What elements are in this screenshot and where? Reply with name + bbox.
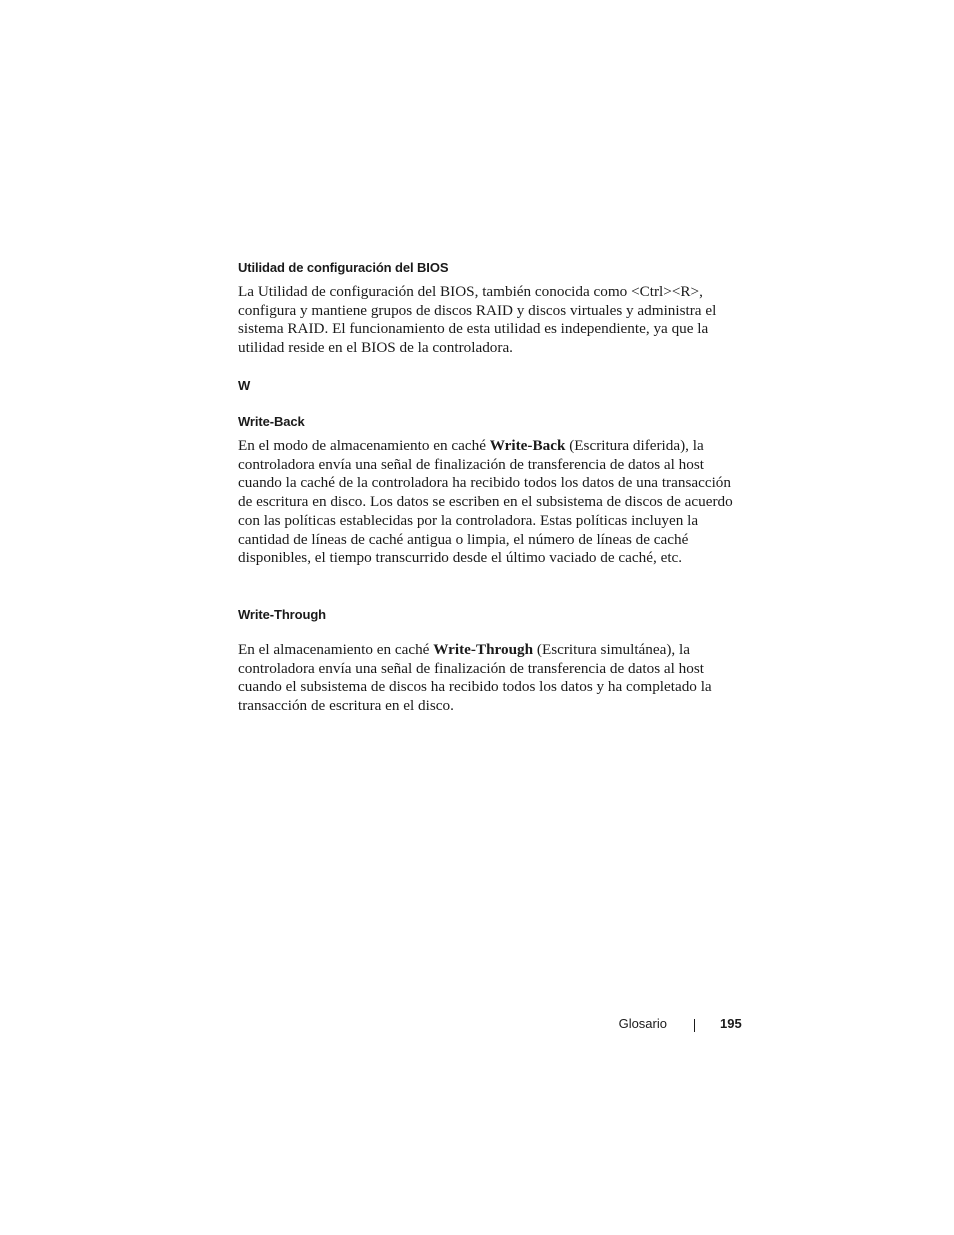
entry-title-write-through: Write-Through [238, 607, 326, 622]
write-through-rest: (Escritura simultánea), la controladora envía una señal de finalización de transferencia de datos al host cuando el subsistema de discos ha recibido todos los datos y ha completado la transacción de escritura en el disco. [238, 641, 712, 715]
section-letter: W [238, 378, 251, 393]
footer-page-number: 195 [720, 1016, 742, 1031]
footer-section-name: Glosario [618, 1016, 667, 1031]
page-footer [0, 1016, 954, 1036]
entry-body-write-through [238, 641, 738, 716]
entry-body-bios-utility: La Utilidad de configuración del BIOS, también conocida como <Ctrl><R>, configura y mantiene grupos de discos RAID y discos virtuales y administra el sistema RAID. El funcionamiento de esta utilidad es independiente, ya que la utilidad reside en el BIOS de la controladora. [238, 283, 717, 357]
entry-body-write-back [238, 437, 738, 568]
entry-title-bios-utility: Utilidad de configuración del BIOS [238, 260, 449, 275]
write-back-rest: (Escritura diferida), la controladora envía una señal de finalización de transferencia de datos al host cuando la caché de la controladora ha recibido todos los datos de una transacción de escritura en disco. Los datos se escriben en el subsistema de discos de acuerdo con las políticas establecidas por la controladora. Estas políticas incluyen la cantidad de líneas de caché antigua o limpia, el número de líneas de caché disponibles, el tiempo transcurrido desde el último vaciado de caché, etc. [238, 437, 733, 567]
entry-title-write-back: Write-Back [238, 414, 305, 429]
write-back-term: Write-Back [489, 437, 566, 454]
write-through-term: Write-Through [433, 641, 534, 658]
footer-separator [694, 1019, 695, 1032]
write-back-intro: En el modo de almacenamiento en caché [238, 437, 490, 454]
write-through-intro: En el almacenamiento en caché [238, 641, 434, 658]
